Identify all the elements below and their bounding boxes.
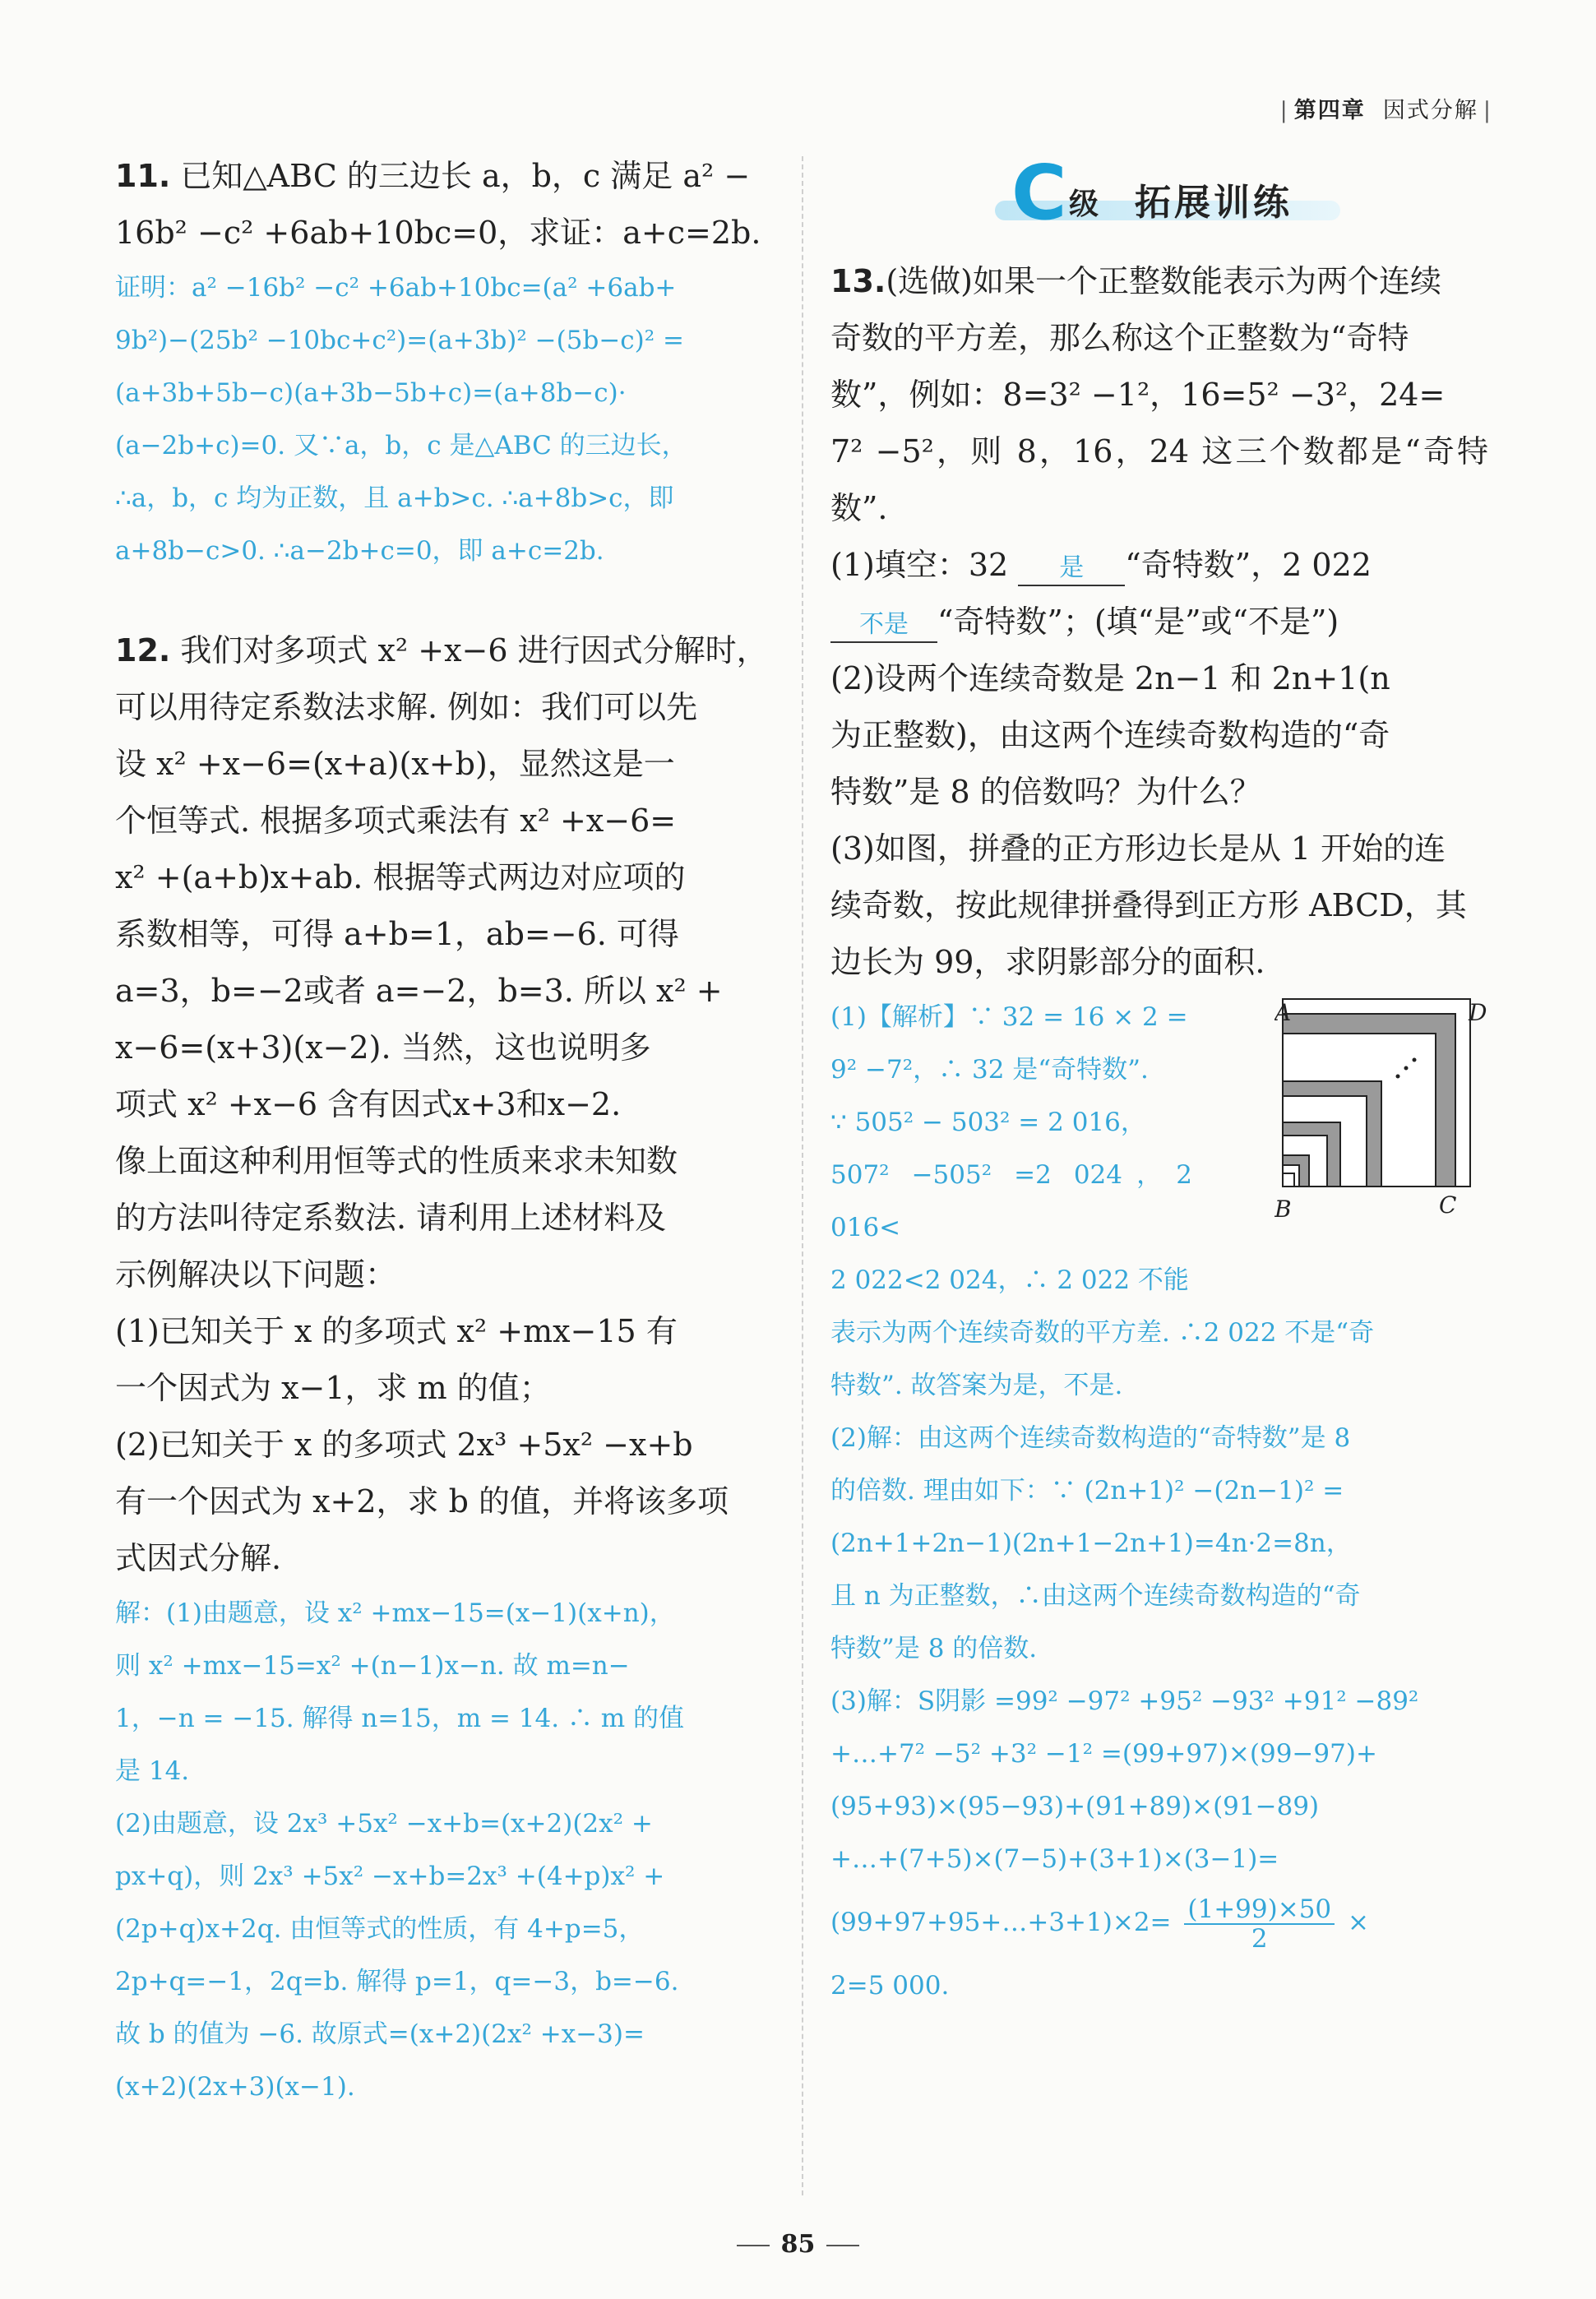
answer-12 — [115, 1587, 773, 2113]
fraction — [1184, 1895, 1335, 1953]
answer-line: +…+7² −5² +3² −1² =(99+97)×(99−97)+ — [830, 1739, 1377, 1769]
stacked-squares-figure — [1274, 991, 1488, 1237]
column-divider — [802, 156, 803, 2195]
question-line: 一个因式为 x−1，求 m 的值； — [115, 1370, 551, 1406]
question-line: 项式 x² +x−6 含有因式x+3和x−2. — [115, 1086, 622, 1122]
question-line: 可以用待定系数法求解. 例如：我们可以先 — [115, 689, 698, 725]
page-header: | 第四章 因式分解 | — [1279, 98, 1492, 123]
label-c: C — [1439, 1191, 1457, 1219]
question-line: 数”，例如：8=3² −1²，16=5² −3²，24= — [830, 377, 1446, 413]
question-line: 为正整数)，由这两个连续奇数构造的“奇 — [830, 717, 1390, 753]
question-12 — [115, 622, 773, 1587]
answer-text: (99+97+95+…+3+1)×2= — [830, 1908, 1172, 1937]
answer-11 — [115, 261, 773, 577]
answer-13-top — [830, 991, 1488, 1307]
page-number: 85 — [780, 2230, 816, 2259]
question-line: 边长为 99，求阴影部分的面积. — [830, 944, 1265, 980]
question-line: 奇数的平方差，那么称这个正整数为“奇特 — [830, 320, 1409, 356]
question-line: 有一个因式为 x+2，求 b 的值，并将该多项 — [115, 1483, 729, 1520]
level-badge — [830, 148, 1488, 247]
fraction-denominator: 2 — [1251, 1923, 1268, 1954]
question-line: 系数相等，可得 a+b=1，ab=−6. 可得 — [115, 916, 679, 952]
question-line: (1)已知关于 x 的多项式 x² +mx−15 有 — [115, 1313, 678, 1349]
answer-line: (2)解：由这两个连续奇数构造的“奇特数”是 8 — [830, 1423, 1351, 1453]
answer-line: (x+2)(2x+3)(x−1). — [115, 2072, 355, 2102]
question-number: 13. — [830, 263, 886, 299]
answer-line: px+q)，则 2x³ +5x² −x+b=2x³ +(4+p)x² + — [115, 1862, 665, 1891]
badge-title: 拓展训练 — [1135, 182, 1293, 224]
answer-line: 则 x² +mx−15=x² +(n−1)x−n. 故 m=n− — [115, 1651, 630, 1681]
answer-line: 2=5 000. — [830, 1971, 950, 2001]
label-d: D — [1469, 999, 1487, 1026]
answer-line: +…+(7+5)×(7−5)+(3+1)×(3−1)= — [830, 1844, 1279, 1874]
badge-letter: C — [1011, 149, 1067, 237]
answer-line: 2p+q=−1，2q=b. 解得 p=1，q=−3，b=−6. — [115, 1967, 679, 1996]
answer-line: ∵ 505² − 503² = 2 016， — [830, 1108, 1146, 1137]
answer-line: 表示为两个连续奇数的平方差. ∴2 022 不是“奇 — [830, 1318, 1375, 1348]
answer-line: 9² −7²，∴ 32 是“奇特数”. — [830, 1055, 1149, 1085]
answer-line: (a+3b+5b−c)(a+3b−5b+c)=(a+8b−c)· — [115, 378, 627, 408]
right-column — [830, 148, 1488, 2012]
fill-text: “奇特数”；(填“是”或“不是”) — [937, 604, 1339, 640]
question-line: 续奇数，按此规律拼叠得到正方形 ABCD，其 — [830, 887, 1467, 923]
question-line: (3)如图，拼叠的正方形边长是从 1 开始的连 — [830, 830, 1446, 867]
answer-line: (95+93)×(95−93)+(91+89)×(91−89) — [830, 1792, 1320, 1821]
question-line: 我们对多项式 x² +x−6 进行因式分解时， — [180, 632, 768, 668]
answer-line: (3)解：S阴影 =99² −97² +95² −93² +91² −89² — [830, 1686, 1419, 1716]
question-line: 特数”是 8 的倍数吗？为什么？ — [830, 774, 1261, 810]
question-13 — [830, 253, 1488, 991]
question-line: 的方法叫待定系数法. 请利用上述材料及 — [115, 1200, 667, 1236]
answer-line: 1，−n = −15. 解得 n=15，m = 14. ∴ m 的值 — [115, 1704, 685, 1733]
answer-line: (2n+1+2n−1)(2n+1−2n+1)=4n·2=8n， — [830, 1529, 1352, 1558]
answer-line: 且 n 为正整数，∴由这两个连续奇数构造的“奇 — [830, 1581, 1361, 1611]
question-line: 7² −5²，则 8，16，24 这三个数都是“奇特数”. — [830, 433, 1488, 526]
chapter-label: 第四章 — [1293, 98, 1366, 123]
label-a: A — [1274, 999, 1292, 1026]
question-line: 设 x² +x−6=(x+a)(x+b)，显然这是一 — [115, 746, 675, 782]
fill-text: “奇特数”，2 022 — [1125, 547, 1372, 583]
question-line: (2)设两个连续奇数是 2n−1 和 2n+1(n — [830, 660, 1390, 696]
topic-label: 因式分解 — [1382, 98, 1478, 123]
answer-line: (1)【解析】∵ 32 = 16 × 2 = — [830, 1002, 1188, 1032]
blank-answer-1: 是 — [1018, 552, 1125, 586]
question-line: x² +(a+b)x+ab. 根据等式两边对应项的 — [115, 859, 686, 895]
answer-line: 特数”是 8 的倍数. — [830, 1634, 1038, 1663]
answer-line: 解：(1)由题意，设 x² +mx−15=(x−1)(x+n)， — [115, 1598, 675, 1628]
question-line: 像上面这种利用恒等式的性质来求未知数 — [115, 1143, 678, 1179]
badge-level: 级 — [1069, 187, 1099, 221]
question-line: 已知△ABC 的三边长 a，b，c 满足 a² − — [180, 158, 751, 194]
fraction-numerator: (1+99)×50 — [1184, 1895, 1335, 1925]
answer-line: (a−2b+c)=0. 又∵a，b，c 是△ABC 的三边长， — [115, 431, 687, 460]
answer-line: 是 14. — [115, 1756, 190, 1786]
question-number: 11. — [115, 158, 171, 194]
answer-line: 507² −505² =2 024，2 016< — [830, 1160, 1192, 1242]
answer-line: 的倍数. 理由如下：∵ (2n+1)² −(2n−1)² = — [830, 1476, 1344, 1506]
blank-answer-2: 不是 — [830, 608, 937, 643]
answer-line: ∴a，b，c 均为正数，且 a+b>c. ∴a+8b>c，即 — [115, 483, 674, 513]
answer-line: 9b²)−(25b² −10bc+c²)=(a+3b)² −(5b−c)² = — [115, 326, 685, 355]
question-number: 12. — [115, 632, 171, 668]
answer-13-narrow — [830, 991, 1192, 1307]
question-line: 示例解决以下问题： — [115, 1256, 397, 1293]
answer-line: 特数”. 故答案为是，不是. — [830, 1371, 1123, 1400]
answer-line: (2p+q)x+2q. 由恒等式的性质，有 4+p=5， — [115, 1914, 645, 1944]
question-line: (选做)如果一个正整数能表示为两个连续 — [886, 263, 1441, 299]
answer-line: (2)由题意，设 2x³ +5x² −x+b=(x+2)(2x² + — [115, 1809, 653, 1839]
question-line: (2)已知关于 x 的多项式 2x³ +5x² −x+b — [115, 1427, 693, 1463]
answer-line: 2 022<2 024，∴ 2 022 不能 — [830, 1265, 1189, 1295]
question-line: 个恒等式. 根据多项式乘法有 x² +x−6= — [115, 803, 677, 839]
question-line: 式因式分解. — [115, 1540, 282, 1576]
answer-line: a+8b−c>0. ∴a−2b+c=0，即 a+c=2b. — [115, 536, 604, 566]
label-b: B — [1274, 1196, 1292, 1223]
question-line: x−6=(x+3)(x−2). 当然，这也说明多 — [115, 1029, 651, 1066]
answer-line: 证明：a² −16b² −c² +6ab+10bc=(a² +6ab+ — [115, 273, 677, 303]
answer-13 — [830, 1307, 1488, 2012]
answer-line: 故 b 的值为 −6. 故原式=(x+2)(2x² +x−3)= — [115, 2019, 645, 2049]
question-line: a=3，b=−2或者 a=−2，b=3. 所以 x² + — [115, 973, 723, 1009]
answer-text: × — [1348, 1908, 1369, 1937]
left-column — [115, 148, 773, 2113]
page-footer — [0, 2230, 1596, 2259]
fill-text: (1)填空：32 — [830, 547, 1009, 583]
question-line: 16b² −c² +6ab+10bc=0，求证：a+c=2b. — [115, 215, 761, 251]
question-11 — [115, 148, 773, 261]
